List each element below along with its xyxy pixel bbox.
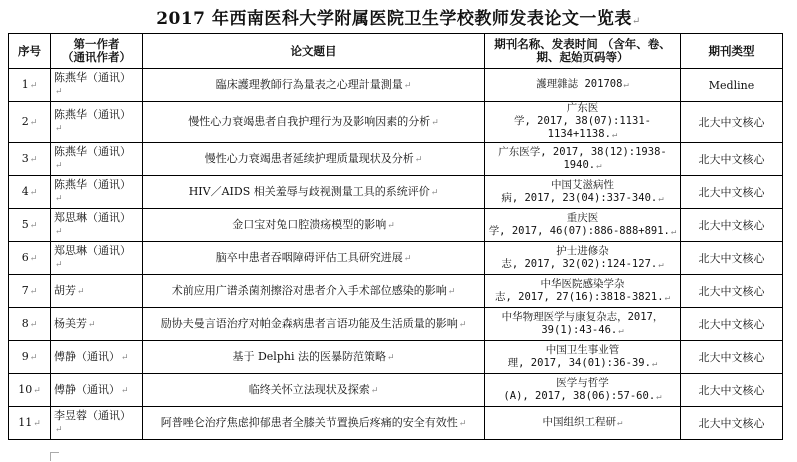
cell-paper-title <box>143 308 485 341</box>
cell-author <box>51 102 143 143</box>
cell-journal-type-text: 北大中文核心 <box>698 251 765 265</box>
cell-seq <box>9 341 51 374</box>
cell-end-mark: ↵ <box>596 160 602 171</box>
cell-end-mark: ↵ <box>651 358 658 369</box>
cell-end-mark: ↵ <box>611 130 618 140</box>
cell-seq <box>9 209 51 242</box>
cell-end-mark: ↵ <box>55 227 63 237</box>
cell-end-mark: ↵ <box>29 319 38 330</box>
cell-paper-title-text: 慢性心力衰竭患者延续护理质量现状及分析 <box>204 151 414 165</box>
cell-seq-text: 8 <box>21 316 29 330</box>
cell-journal-text: 中华物理医学与康复杂志，2017， 39(1):43-46. <box>501 310 664 336</box>
cell-seq <box>9 275 51 308</box>
document-title <box>0 4 797 29</box>
cell-end-mark: ↵ <box>55 161 63 171</box>
cell-journal-type <box>681 275 783 308</box>
table-row <box>9 102 783 143</box>
cell-journal-type-text: 北大中文核心 <box>698 383 765 397</box>
cell-journal <box>485 209 681 242</box>
cell-author-text: 陈燕华（通讯） <box>54 178 131 191</box>
cell-end-mark: ↵ <box>29 117 38 128</box>
cell-paper-title <box>143 242 485 275</box>
cell-end-mark: ↵ <box>414 154 423 165</box>
cell-author <box>51 341 143 374</box>
cell-seq-text: 5 <box>21 217 29 231</box>
cell-end-mark: ↵ <box>623 80 629 90</box>
cell-end-mark: ↵ <box>121 385 129 396</box>
cell-author <box>51 242 143 275</box>
cell-end-mark: ↵ <box>387 220 395 231</box>
cell-end-mark: ↵ <box>370 385 379 396</box>
cell-paper-title <box>143 407 485 440</box>
cell-end-mark: ↵ <box>29 187 38 198</box>
cell-author <box>51 143 143 176</box>
title-text: 2017 年西南医科大学附属医院卫生学校教师发表论文一览表 <box>156 9 632 29</box>
cell-seq <box>9 308 51 341</box>
cell-journal <box>485 407 681 440</box>
pilcrow-mark: ↵ <box>631 16 641 27</box>
cell-journal-type-text: 北大中文核心 <box>698 350 765 364</box>
cell-end-mark: ↵ <box>121 352 129 363</box>
cell-author-text: 陈燕华（通讯） <box>54 108 131 121</box>
cell-journal <box>485 308 681 341</box>
cell-end-mark: ↵ <box>656 391 662 402</box>
cell-author <box>51 209 143 242</box>
cell-seq-text: 4 <box>21 184 29 198</box>
cell-author-text: 杨美芳 <box>54 316 87 330</box>
cell-journal-text: 护士进修杂 志, 2017, 32(02):124-127. <box>501 244 658 270</box>
cell-journal <box>485 102 681 143</box>
cell-journal-type <box>681 209 783 242</box>
cell-author <box>51 374 143 407</box>
cell-author-text: 傅静（通讯） <box>54 349 120 363</box>
cell-author <box>51 176 143 209</box>
cell-author-text: 傅静（通讯） <box>54 382 120 396</box>
cell-end-mark: ↵ <box>431 117 439 128</box>
cell-end-mark: ↵ <box>33 418 41 429</box>
papers-table <box>8 33 783 440</box>
cell-journal-type-text: 北大中文核心 <box>698 317 765 331</box>
cell-end-mark: ↵ <box>77 286 85 297</box>
cell-journal-type-text: 北大中文核心 <box>698 152 765 166</box>
cell-journal-type <box>681 308 783 341</box>
cell-seq <box>9 407 51 440</box>
cell-seq-text: 2 <box>21 114 29 128</box>
table-row <box>9 374 783 407</box>
cell-paper-title <box>143 374 485 407</box>
cell-seq <box>9 176 51 209</box>
cell-journal <box>485 341 681 374</box>
cell-author <box>51 69 143 102</box>
cell-end-mark: ↵ <box>29 253 38 264</box>
cell-author <box>51 407 143 440</box>
cell-seq-text: 7 <box>21 283 29 297</box>
cell-author <box>51 308 143 341</box>
cell-journal-type <box>681 242 783 275</box>
cell-journal-text: 中国艾滋病性 病, 2017, 23(04):337-340. <box>501 178 658 204</box>
cell-journal-type <box>681 374 783 407</box>
cell-end-mark: ↵ <box>670 226 677 237</box>
cell-seq-text: 1 <box>21 77 29 91</box>
cell-paper-title-text: HIV／AIDS 相关羞辱与歧视测量工具的系统评价 <box>188 184 430 198</box>
cell-journal <box>485 143 681 176</box>
cell-end-mark: ↵ <box>618 325 624 336</box>
cell-paper-title-text: 金口宝对兔口腔溃疡模型的影响 <box>232 217 387 231</box>
cell-paper-title-text: 臨床護理教師行為量表之心理計量測量 <box>215 77 403 91</box>
cell-journal-text: 中国卫生事业管 理, 2017, 34(01):36-39. <box>507 343 651 369</box>
header-author: 第一作者 （通讯作者） <box>51 34 143 69</box>
cell-seq <box>9 102 51 143</box>
cell-paper-title <box>143 176 485 209</box>
cell-journal-text: 護理雜誌 201708 <box>536 78 623 90</box>
cell-end-mark: ↵ <box>29 286 38 297</box>
cell-end-mark: ↵ <box>403 253 412 264</box>
table-row <box>9 176 783 209</box>
cell-paper-title <box>143 69 485 102</box>
cell-author-text: 郑思琳（通讯） <box>54 244 131 257</box>
cell-journal-text: 医学与哲学 (A), 2017, 38(06):57-60. <box>503 376 656 402</box>
header-journal: 期刊名称、发表时间 （含年、卷、期、起始页码等） <box>485 34 681 69</box>
cell-end-mark: ↵ <box>386 352 395 363</box>
cell-journal <box>485 176 681 209</box>
cell-journal-text: 重庆医 学, 2017, 46(07):886-888+891. <box>488 211 670 237</box>
cell-journal-text: 广东医学, 2017, 38(12):1938-1940. <box>498 145 667 171</box>
cell-seq <box>9 242 51 275</box>
cell-paper-title-text: 励协夫曼言语治疗对帕金森病患者言语功能及生活质量的影响 <box>160 316 458 330</box>
table-body <box>9 69 783 440</box>
cell-end-mark: ↵ <box>430 187 439 198</box>
cell-end-mark: ↵ <box>29 80 38 91</box>
cell-seq-text: 10 <box>18 382 33 396</box>
cell-end-mark: ↵ <box>458 418 467 429</box>
cell-author-text: 郑思琳（通讯） <box>54 211 131 224</box>
cell-paper-title <box>143 341 485 374</box>
cell-journal <box>485 275 681 308</box>
cell-journal-type <box>681 341 783 374</box>
cell-paper-title <box>143 143 485 176</box>
cell-journal-type-text: 北大中文核心 <box>698 115 765 129</box>
cell-paper-title <box>143 275 485 308</box>
header-paper: 论文题目 <box>143 34 485 69</box>
cell-end-mark: ↵ <box>403 80 412 91</box>
cell-paper-title-text: 术前应用广谱杀菌剂擦浴对患者介入手术部位感染的影响 <box>171 283 447 297</box>
cell-journal-type <box>681 143 783 176</box>
table-row <box>9 308 783 341</box>
cell-journal-type-text: 北大中文核心 <box>698 416 765 430</box>
cell-paper-title <box>143 102 485 143</box>
cell-end-mark: ↵ <box>458 319 467 330</box>
table-row <box>9 143 783 176</box>
cell-author-text: 陈燕华（通讯） <box>54 71 131 84</box>
table-row <box>9 341 783 374</box>
cell-end-mark: ↵ <box>29 352 38 363</box>
cell-paper-title-text: 临终关怀立法现状及探索 <box>248 382 370 396</box>
cell-end-mark: ↵ <box>658 259 664 270</box>
cell-seq-text: 11 <box>18 415 33 429</box>
cell-paper-title-text: 基于 Delphi 法的医暴防范策略 <box>232 349 386 363</box>
cell-seq <box>9 143 51 176</box>
table-row <box>9 69 783 102</box>
cell-journal <box>485 242 681 275</box>
header-seq: 序号 <box>9 34 51 69</box>
page-corner-mark <box>50 452 59 461</box>
cell-journal-type <box>681 102 783 143</box>
cell-end-mark: ↵ <box>55 124 63 134</box>
cell-end-mark: ↵ <box>658 193 664 204</box>
cell-journal <box>485 69 681 102</box>
cell-journal-type-text: Medline <box>708 78 755 92</box>
cell-end-mark: ↵ <box>55 260 63 270</box>
cell-journal <box>485 374 681 407</box>
cell-journal-type <box>681 176 783 209</box>
cell-author-text: 李昱蓉（通讯） <box>54 409 131 422</box>
cell-seq-text: 3 <box>21 151 29 165</box>
cell-end-mark: ↵ <box>29 220 38 231</box>
cell-end-mark: ↵ <box>88 319 96 330</box>
header-type: 期刊类型 <box>681 34 783 69</box>
cell-journal-text: 中华医院感染学杂 志, 2017, 27(16):3818-3821. <box>495 277 664 303</box>
cell-paper-title-text: 脑卒中患者吞咽障碍评估工具研究进展 <box>215 250 403 264</box>
table-row <box>9 407 783 440</box>
cell-seq-text: 9 <box>21 349 29 363</box>
cell-journal-type <box>681 69 783 102</box>
table-header-row <box>9 34 783 69</box>
cell-paper-title-text: 阿普唑仑治疗焦虑抑郁患者全膝关节置换后疼痛的安全有效性 <box>160 415 458 429</box>
cell-journal-type-text: 北大中文核心 <box>698 284 765 298</box>
cell-end-mark: ↵ <box>664 292 670 303</box>
cell-journal-text: 中国组织工程研 <box>542 416 617 428</box>
cell-end-mark: ↵ <box>617 418 623 428</box>
table-row <box>9 275 783 308</box>
cell-seq-text: 6 <box>21 250 29 264</box>
cell-end-mark: ↵ <box>55 87 63 97</box>
cell-seq <box>9 374 51 407</box>
table-row <box>9 209 783 242</box>
cell-journal-type-text: 北大中文核心 <box>698 218 765 232</box>
cell-end-mark: ↵ <box>55 425 63 435</box>
cell-author-text: 胡芳 <box>54 283 76 297</box>
cell-author <box>51 275 143 308</box>
cell-seq <box>9 69 51 102</box>
cell-author-text: 陈燕华（通讯） <box>54 145 131 158</box>
cell-paper-title-text: 慢性心力衰竭患者自我护理行为及影响因素的分析 <box>188 114 431 128</box>
cell-journal-type-text: 北大中文核心 <box>698 185 765 199</box>
cell-paper-title <box>143 209 485 242</box>
cell-end-mark: ↵ <box>33 385 41 396</box>
cell-journal-text: 广东医 学, 2017, 38(07):1131-1134+1138. <box>514 102 651 140</box>
table-row <box>9 242 783 275</box>
cell-end-mark: ↵ <box>447 286 456 297</box>
cell-journal-type <box>681 407 783 440</box>
cell-end-mark: ↵ <box>55 194 63 204</box>
cell-end-mark: ↵ <box>29 154 38 165</box>
